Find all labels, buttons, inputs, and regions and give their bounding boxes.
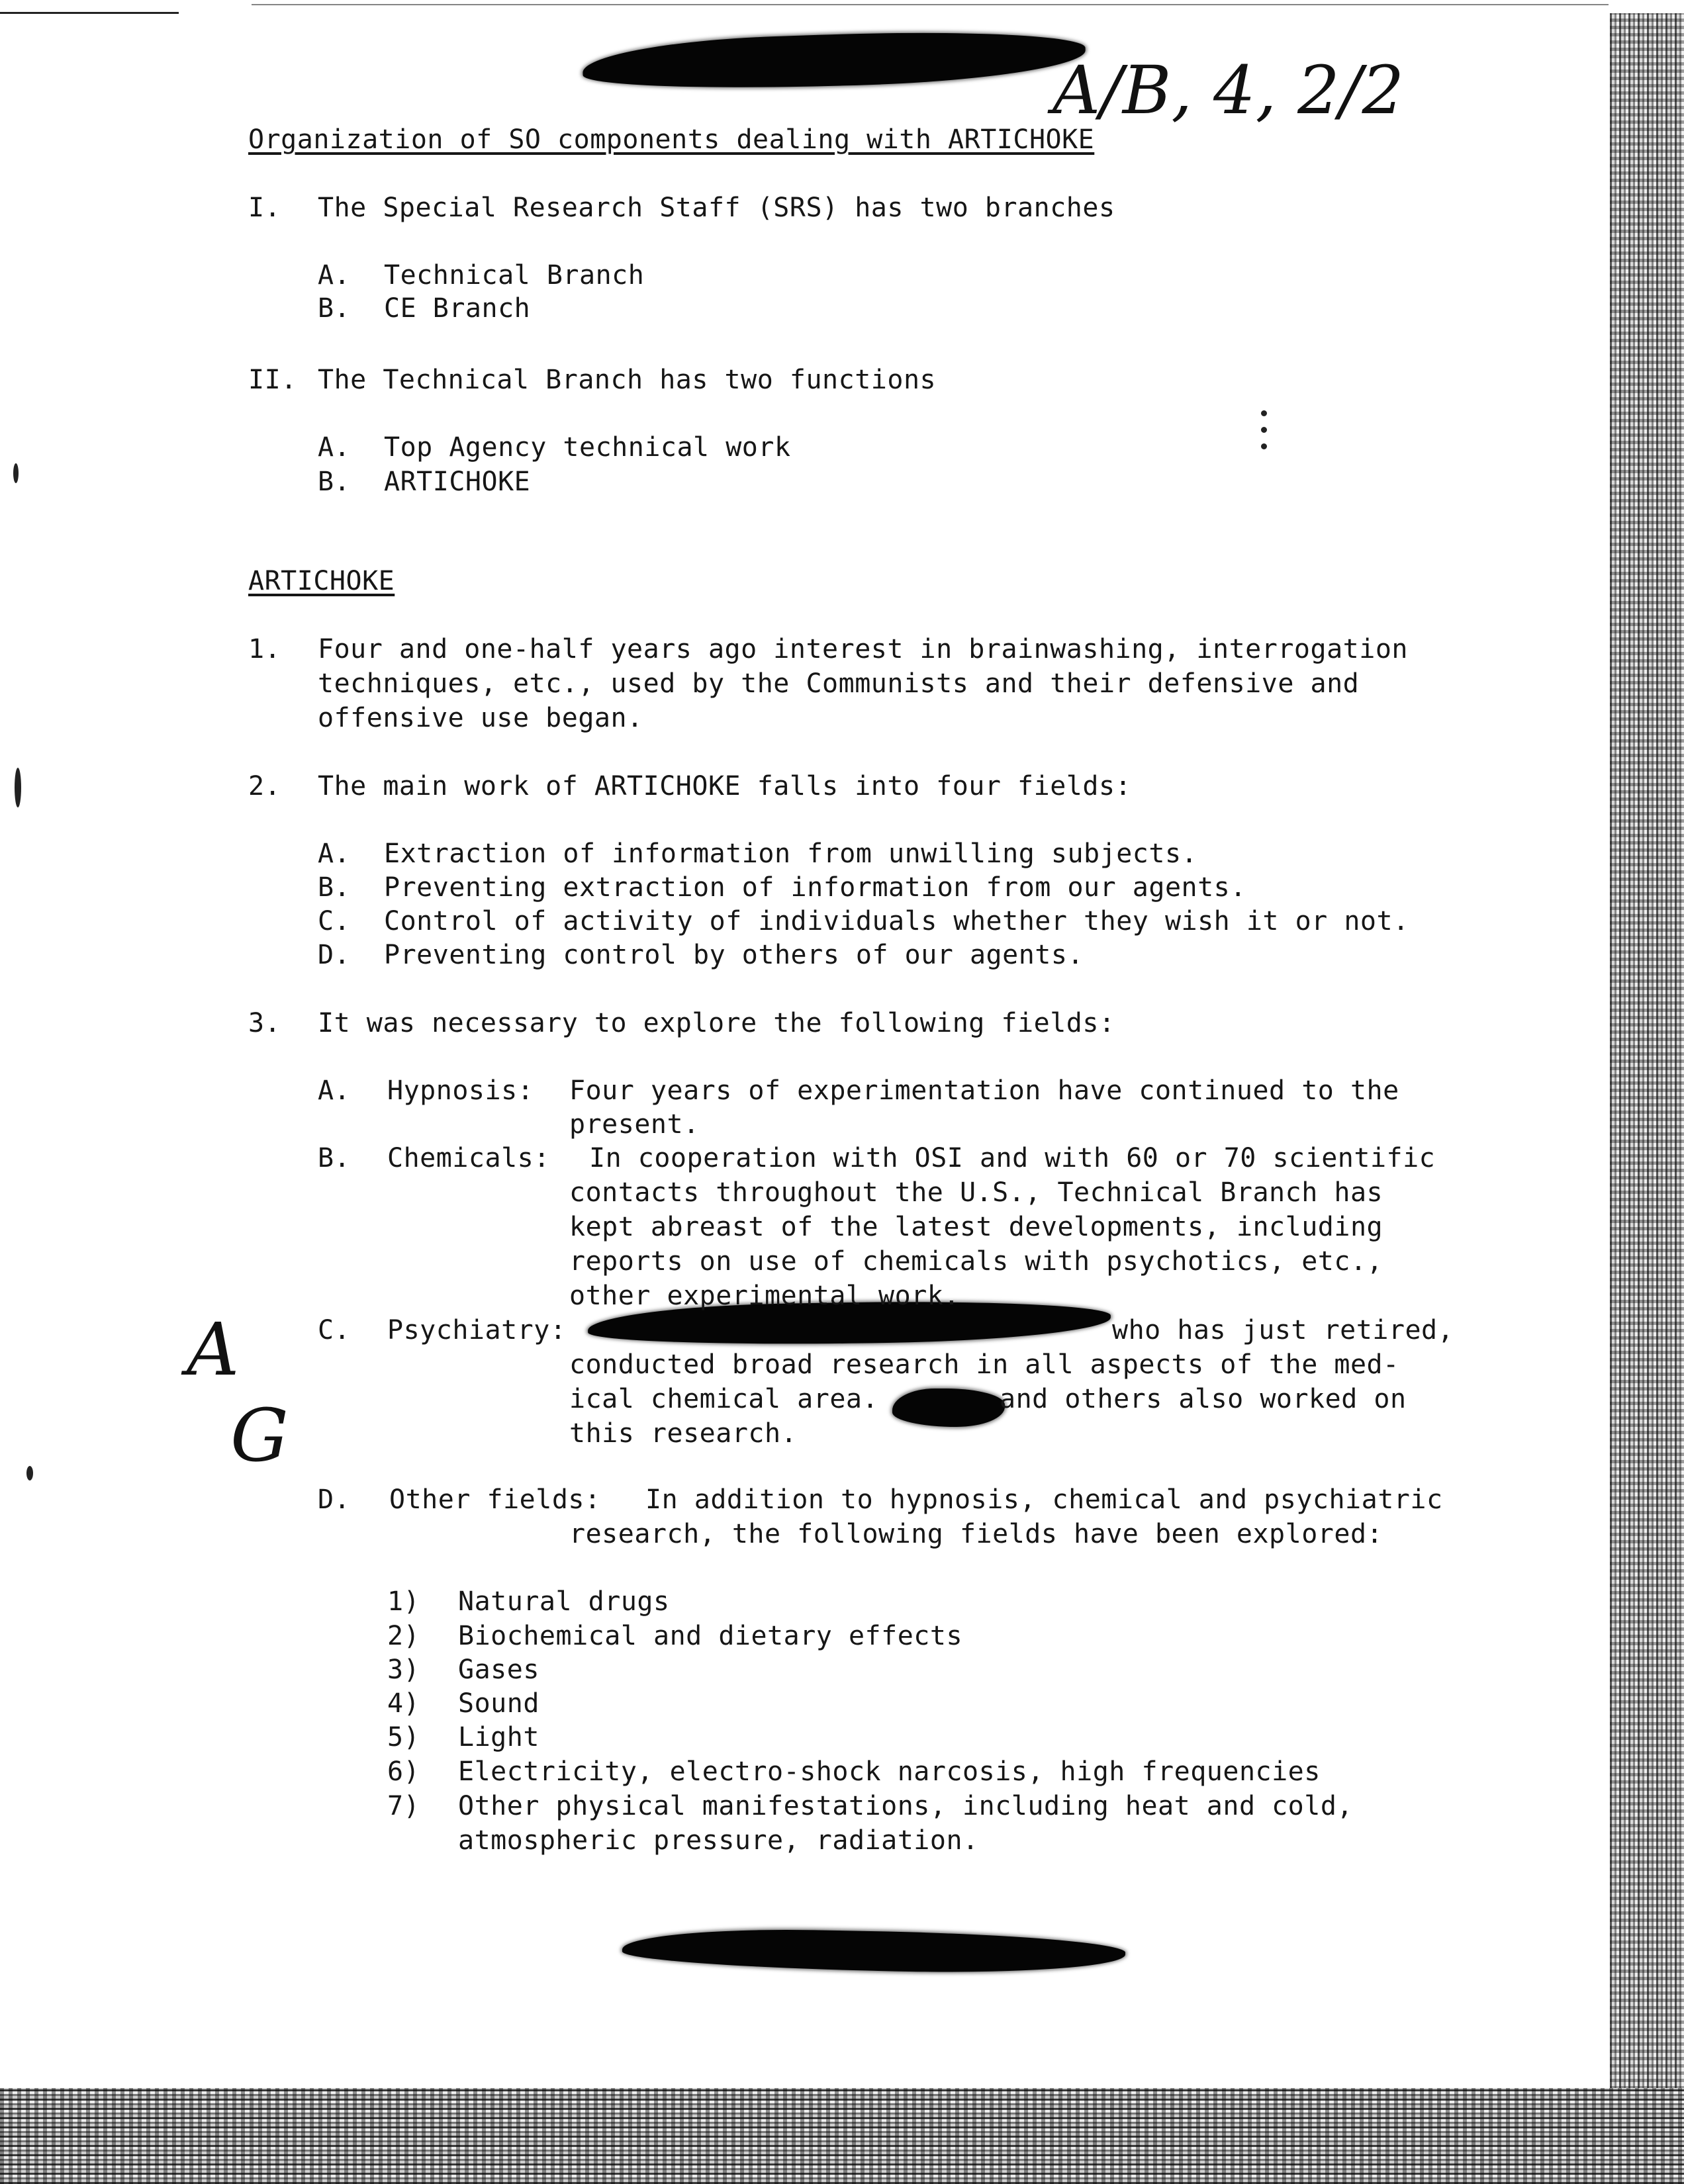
field-text: research, the following fields have been explored: (569, 1519, 1383, 1549)
field-label: Hypnosis: (387, 1075, 534, 1106)
field-text: Four years of experimentation have continued to the (569, 1075, 1399, 1106)
list-item: Preventing control by others of our agents. (384, 940, 1084, 970)
scan-speck (13, 463, 19, 483)
list-item: Technical Branch (384, 260, 645, 291)
field-label: Other fields: (389, 1484, 601, 1515)
numbered-item: Light (458, 1722, 539, 1752)
field-text: contacts throughout the U.S., Technical Branch has (569, 1177, 1383, 1208)
section-text: The Technical Branch has two functions (318, 365, 937, 395)
field-text: other experimental work. (569, 1281, 960, 1311)
list-item: Top Agency technical work (384, 432, 791, 463)
paragraph-number: 1. (248, 634, 281, 664)
list-marker: B. (318, 872, 351, 903)
list-marker: B. (318, 467, 351, 497)
paragraph-line: techniques, etc., used by the Communists and their defensive and (318, 668, 1360, 699)
list-item: Control of activity of individuals whether they wish it or not. (384, 906, 1409, 936)
section-numeral: I. (248, 193, 281, 223)
field-text: kept abreast of the latest developments, including (569, 1212, 1383, 1242)
numbered-marker: 3) (387, 1655, 420, 1685)
numbered-item: Electricity, electro-shock narcosis, high frequencies (458, 1756, 1321, 1787)
list-item: Preventing extraction of information from our agents. (384, 872, 1246, 903)
field-text: this research. (569, 1418, 798, 1449)
numbered-item: Sound (458, 1688, 539, 1719)
field-text: who has just retired, (1112, 1315, 1454, 1345)
field-text: ical chemical area. (569, 1384, 879, 1414)
redaction-top (582, 26, 1086, 95)
field-text: In cooperation with OSI and with 60 or 70 scientific (589, 1143, 1436, 1173)
redaction-bottom (622, 1927, 1126, 1975)
field-text: present. (569, 1109, 700, 1140)
numbered-marker: 6) (387, 1756, 420, 1787)
paragraph-line: offensive use began. (318, 703, 643, 733)
numbered-marker: 4) (387, 1688, 420, 1719)
list-marker: C. (318, 1315, 351, 1345)
numbered-marker: 5) (387, 1722, 420, 1752)
numbered-marker: 7) (387, 1791, 420, 1821)
field-text: reports on use of chemicals with psychotics, etc., (569, 1246, 1383, 1277)
redaction-inline (892, 1388, 1005, 1427)
field-label: Chemicals: (387, 1143, 550, 1173)
paragraph-line: It was necessary to explore the following fields: (318, 1008, 1115, 1038)
field-text: In addition to hypnosis, chemical and psychiatric (645, 1484, 1443, 1515)
scan-speck (1261, 427, 1267, 433)
numbered-item-continuation: atmospheric pressure, radiation. (458, 1825, 979, 1856)
numbered-marker: 1) (387, 1586, 420, 1617)
numbered-item: Gases (458, 1655, 539, 1685)
scan-speck (1261, 410, 1267, 416)
numbered-marker: 2) (387, 1621, 420, 1651)
list-marker: D. (318, 1484, 351, 1515)
list-marker: B. (318, 1143, 351, 1173)
paragraph-line: Four and one-half years ago interest in brainwashing, interrogation (318, 634, 1408, 664)
scan-edge-noise (1610, 13, 1684, 2184)
paragraph-line: The main work of ARTICHOKE falls into four fields: (318, 771, 1132, 801)
list-marker: A. (318, 1075, 351, 1106)
handwritten-margin-g: G (230, 1393, 289, 1478)
scan-rule (0, 12, 179, 14)
scan-edge-noise (0, 2088, 1684, 2184)
scan-speck (26, 1466, 33, 1480)
scan-rule (252, 4, 1609, 5)
numbered-item: Biochemical and dietary effects (458, 1621, 963, 1651)
list-item: Extraction of information from unwilling subjects. (384, 839, 1198, 869)
list-marker: C. (318, 906, 351, 936)
list-marker: A. (318, 432, 351, 463)
scan-speck (15, 768, 21, 807)
list-marker: D. (318, 940, 351, 970)
field-text: conducted broad research in all aspects of the med- (569, 1349, 1399, 1380)
section-heading: ARTICHOKE (248, 566, 395, 596)
numbered-item: Natural drugs (458, 1586, 670, 1617)
handwritten-file-mark: A/B, 4, 2/2 (1052, 52, 1405, 129)
field-text: and others also worked on (1000, 1384, 1407, 1414)
list-marker: A. (318, 839, 351, 869)
document-heading: Organization of SO components dealing with ARTICHOKE (248, 124, 1095, 155)
list-marker: B. (318, 293, 351, 324)
paragraph-number: 2. (248, 771, 281, 801)
list-item: CE Branch (384, 293, 531, 324)
handwritten-margin-a: A (187, 1307, 240, 1392)
list-item: ARTICHOKE (384, 467, 531, 497)
section-numeral: II. (248, 365, 297, 395)
field-label: Psychiatry: (387, 1315, 567, 1345)
list-marker: A. (318, 260, 351, 291)
paragraph-number: 3. (248, 1008, 281, 1038)
scan-speck (1261, 443, 1267, 449)
section-text: The Special Research Staff (SRS) has two branches (318, 193, 1115, 223)
numbered-item: Other physical manifestations, including heat and cold, (458, 1791, 1354, 1821)
